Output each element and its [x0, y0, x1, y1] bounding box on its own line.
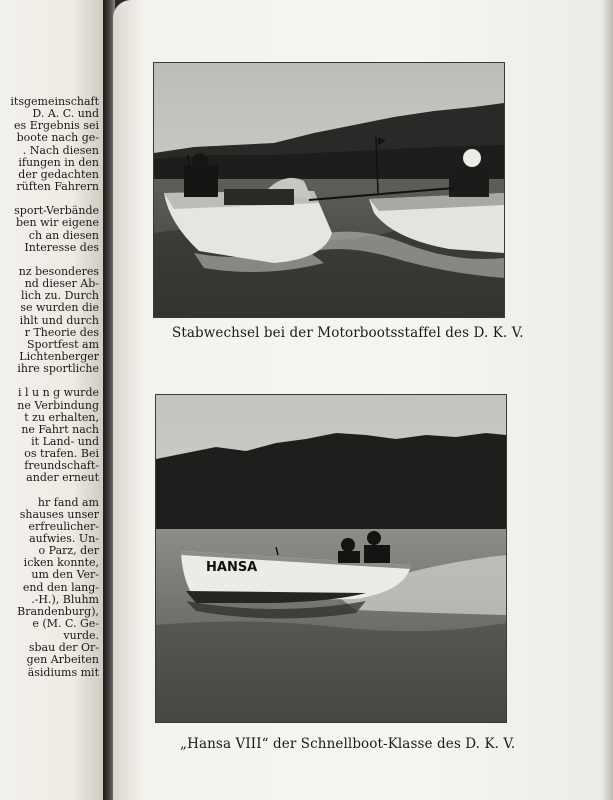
text-line: äsidiums mit: [27, 665, 99, 679]
text-line: Sportfest am: [26, 337, 99, 351]
text-line: ifungen in den: [18, 155, 99, 169]
text-line: ne Fahrt nach: [21, 422, 99, 436]
text-line: r Theorie des: [24, 325, 99, 339]
text-line: t zu erhalten,: [24, 410, 99, 424]
text-line: it Land- und: [31, 434, 99, 448]
text-line: sport-Verbände: [14, 204, 99, 218]
text-line: freundschaft-: [24, 459, 99, 473]
text-line: sbau der Or-: [28, 641, 99, 655]
text-line: gen Arbeiten: [26, 653, 99, 667]
text-line: ben wir eigene: [16, 216, 99, 230]
text-line: erfreulicher-: [28, 519, 99, 533]
text-line: o Parz, der: [38, 544, 99, 558]
page-edge: [603, 0, 613, 800]
text-line: boote nach ge-: [16, 131, 99, 145]
text-line: [0, 485, 99, 497]
left-page: [0, 0, 103, 800]
text-line: itsgemeinschaft: [10, 95, 99, 108]
text-line: lich zu. Durch: [20, 289, 99, 303]
text-line: rüften Fahrern: [16, 179, 99, 193]
text-line: nz besonderes: [18, 264, 99, 278]
text-line: .-H.), Bluhm: [31, 592, 99, 606]
text-line: os trafen. Bei: [24, 447, 99, 461]
text-line: es Ergebnis sei: [14, 119, 99, 133]
text-line: D. A. C. und: [32, 107, 99, 121]
photo-hansa-speedboat: [155, 394, 507, 723]
text-line: . Nach diesen: [22, 143, 99, 157]
text-line: Interesse des: [24, 240, 99, 254]
text-line: der gedachten: [18, 167, 99, 181]
text-line: ander erneut: [26, 471, 99, 485]
text-line: um den Ver-: [31, 568, 99, 582]
text-line: Lichtenberger: [19, 349, 99, 363]
text-line: hr fand am: [37, 495, 99, 509]
text-line: vurde.: [63, 629, 99, 643]
text-line: ihlt und durch: [19, 313, 99, 327]
left-page-text: [0, 96, 99, 679]
text-line: end den lang-: [22, 580, 99, 594]
text-line: i l u n g wurde: [17, 386, 99, 400]
figure-caption: „Hansa VIII“ der Schnellboot-Klasse des D. K. V.: [180, 736, 516, 752]
text-line: ne Verbindung: [17, 398, 99, 412]
text-line: ch an diesen: [28, 228, 99, 242]
photo-hansa-speedboat-image: [156, 395, 506, 722]
text-line: ihre sportliche: [17, 362, 99, 376]
text-line: icken konnte,: [23, 556, 99, 570]
figure-caption: Stabwechsel bei der Motorbootsstaffel des D. K. V.: [172, 325, 524, 341]
text-line: e (M. C. Ge-: [32, 617, 99, 631]
photo-motorboat-relay: [153, 62, 505, 318]
text-line: Brandenburg),: [17, 604, 99, 618]
text-line: nd dieser Ab-: [24, 277, 99, 291]
photo-motorboat-relay-image: [154, 63, 504, 317]
text-line: shauses unser: [19, 507, 99, 521]
text-line: se wurden die: [20, 301, 99, 315]
boat-lettering: HANSA: [206, 560, 258, 575]
text-line: aufwies. Un-: [29, 532, 99, 546]
